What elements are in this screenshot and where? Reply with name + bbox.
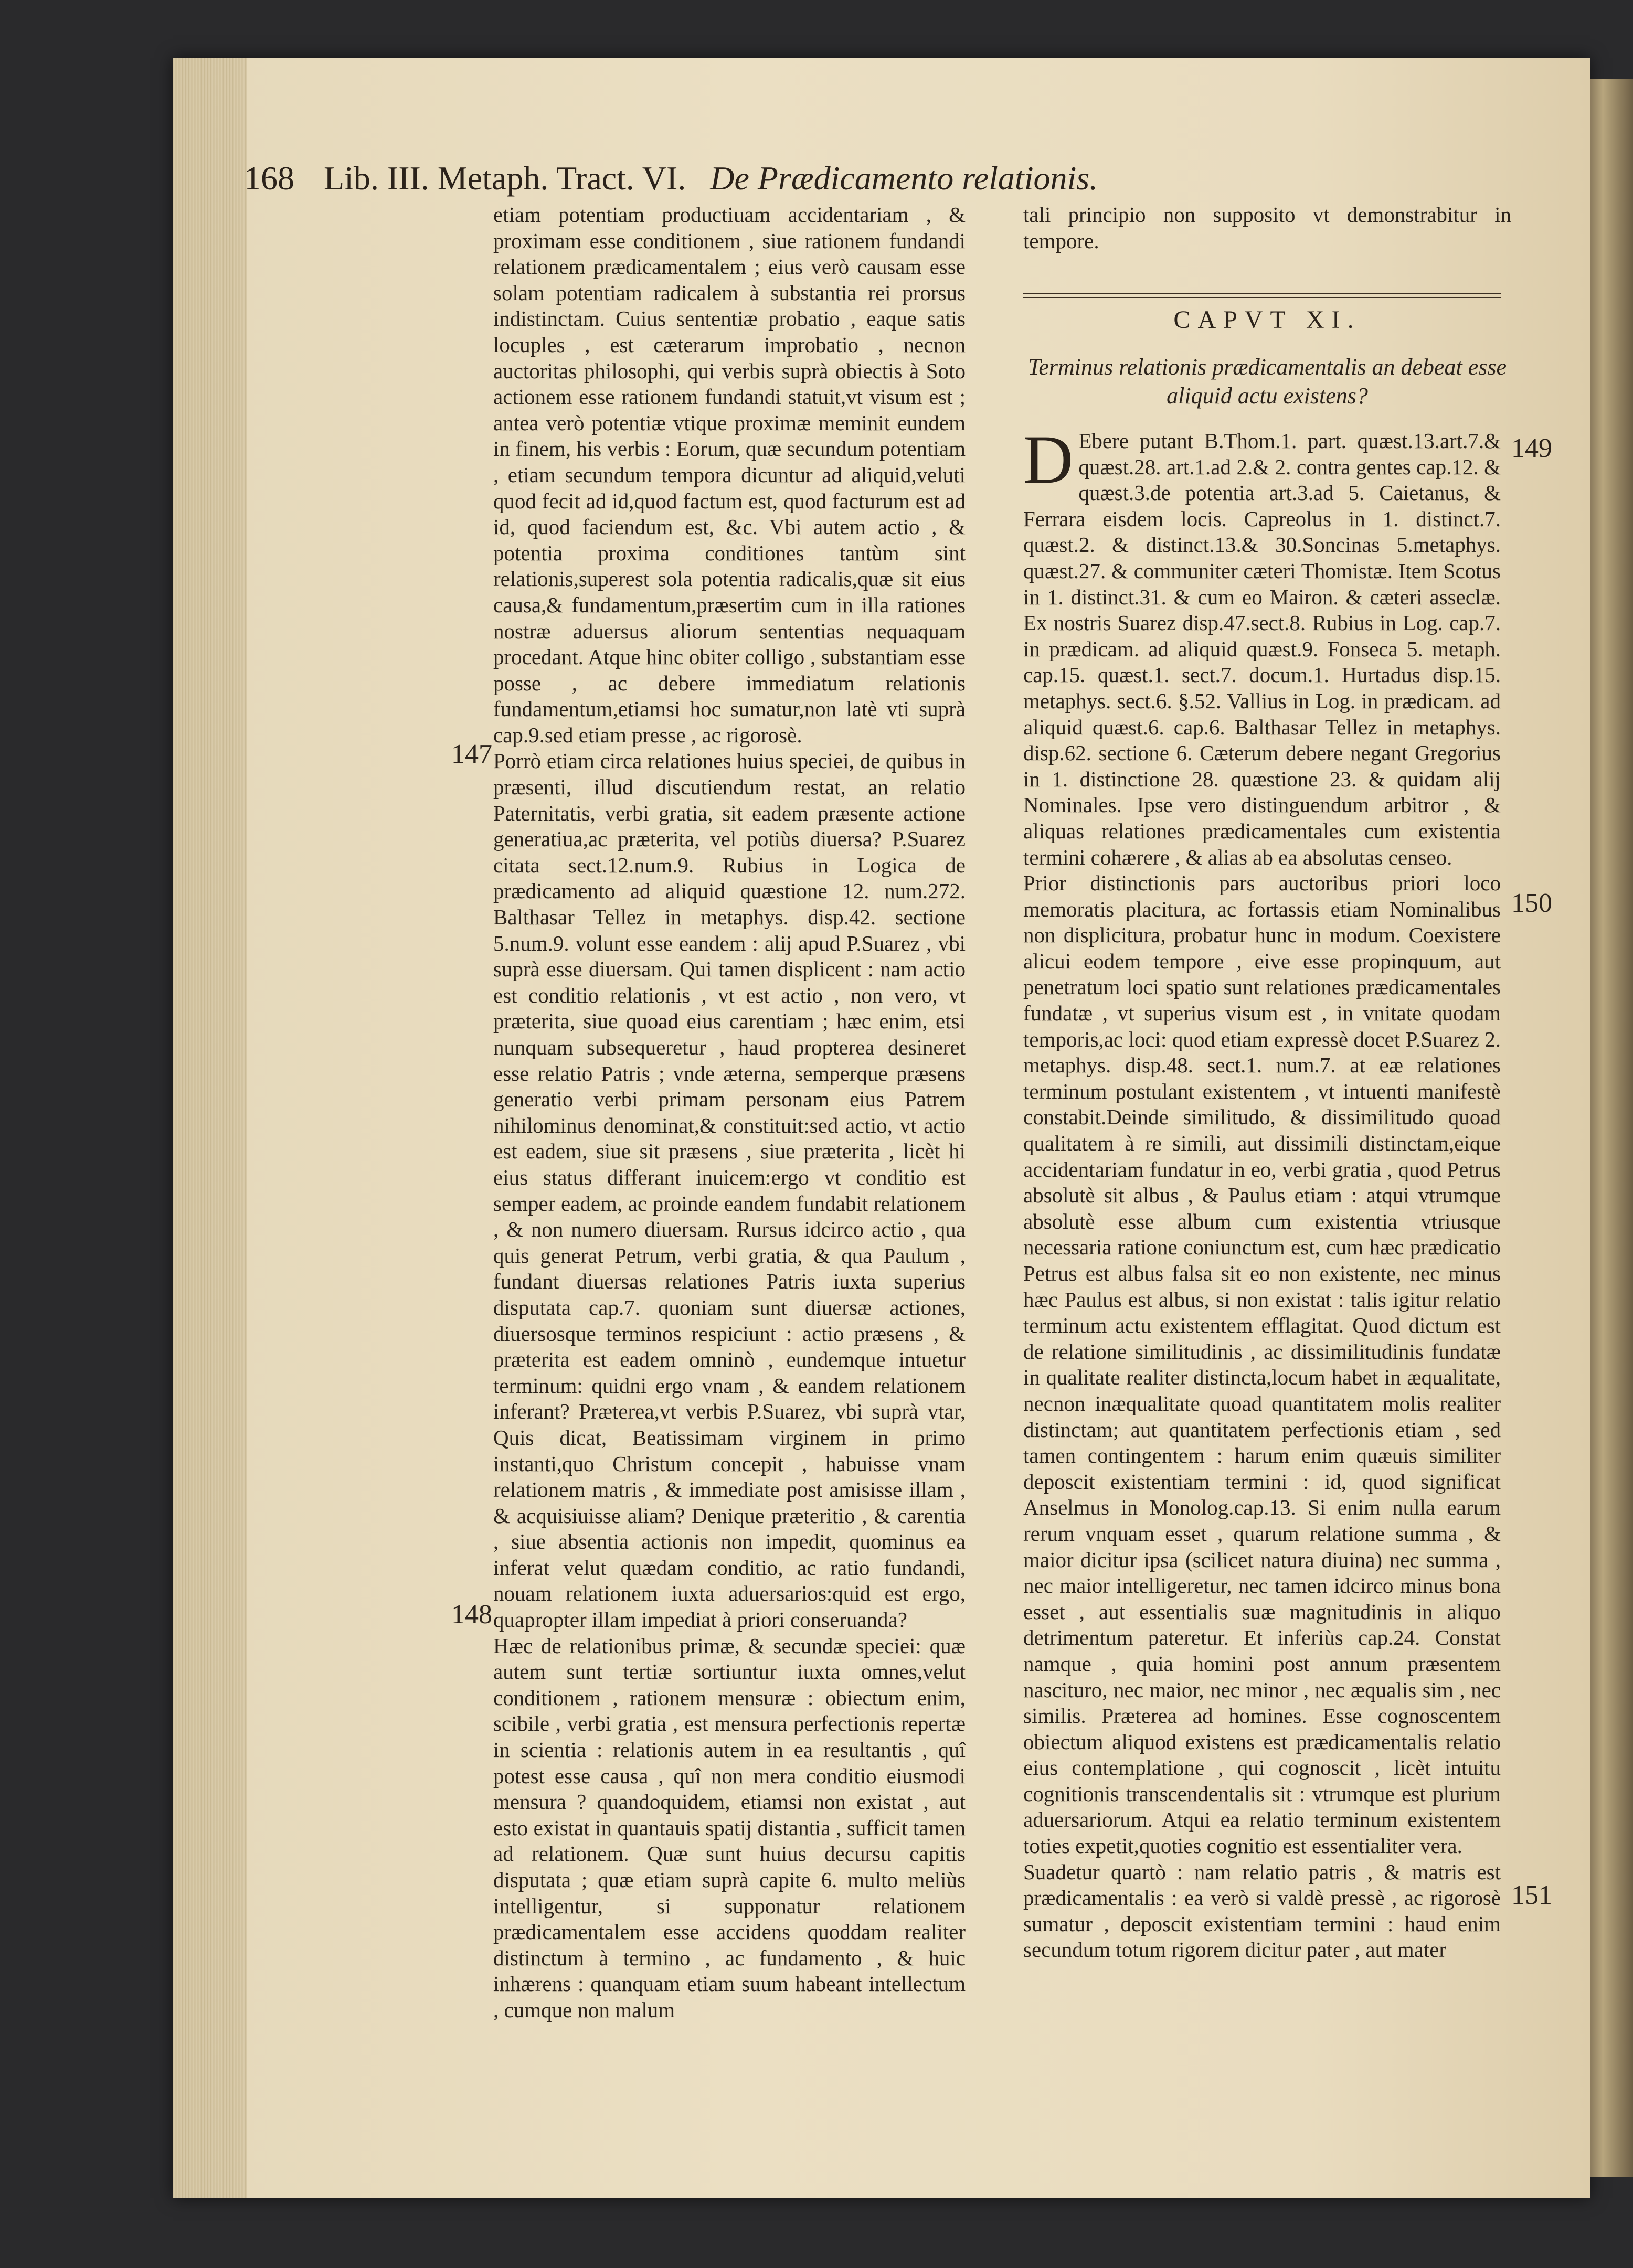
facing-page-edge <box>1590 79 1633 2177</box>
margin-number-150: 150 <box>1511 888 1552 918</box>
running-title: Lib. III. Metaph. Tract. VI. <box>324 159 686 197</box>
right-column-text: Ebere putant B.Thom.1. part. quæst.13.art.7.& quæst.28. art.1.ad 2.& 2. contra gentes cap.12. & quæst.3.de potentia art.3.ad 5. Caietanus, & Ferrara eisdem locis. Capreolus in 1. distinct.7. quæst.2. & distinct.13.& 30.Soncinas 5.metaphys. quæst.27. & communiter cæteri Thomistæ. Item Scotus in 1. distinct.31. & cum eo Mairon. & cæteri asseclæ. Ex nostris Suarez disp.47.sect.8. Rubius in Log. cap.7. in prædicam. ad aliquid quæst.9. Fonseca 5. metaph. cap.15. quæst.1. sect.7. docum.1. Hurtadus disp.15. metaphys. sect.6. §.52. Vallius in Log. in prædicam. ad aliquid quæst.6. cap.6. Balthasar Tellez in metaphys. disp.62. sectione 6. Cæterum debere negant Gregorius in 1. distinctione 28. quæstione 23. & quidam alij Nominales. Ipse vero distinguendum arbitror , & aliquas relationes prædicamentales cum existentia termini cohærere , & alias ab ea absolutas censeo. Prior distinctionis pars auctoribus priori loco memoratis placitura, ac fortassis etiam Nominalibus non displicitura, probatur hunc in modum. Coexistere alicui eodem tempore , eive esse propinquum, aut penetratum loci spatio sunt relationes prædicamentales fundatæ , vt superius visum est , in vnitate quodam temporis,ac loci: quod etiam expressè docet P.Suarez 2. metaphys. disp.48. sect.1. num.7. at eæ relationes terminum postulant existentem , vt intuenti manifestè constabit.Deinde similitudo, & dissimilitudo quoad qualitatem à re simili, aut dissimili distinctam,eique accidentariam fundatur in eo, verbi gratia , quod Petrus absolutè sit albus , & Paulus etiam : atqui vtrumque absolutè esse album cum existentia vtriusque necessaria ratione coniunctum est, cum hæc prædicatio Petrus est albus falsa sit eo non existente, nec minus hæc Paulus est albus, si non existat : talis igitur relatio terminum actu existentem efflagitat. Quod dictum est de relatione similitudinis , ac dissimilitudinis fundatæ in qualitate realiter distincta,locum habet in æqualitate, necnon inæqualitate quoad quantitatem molis realiter distinctam; aut quantitatem perfectionis etiam , sed tamen contingentem : harum enim quæuis similiter deposcit existentiam termini : id, quod significat Anselmus in Monolog.cap.13. Si enim nulla earum rerum vnquam esset , quarum relatione summa , & maior dicitur ipsa (scilicet natura diuina) nec summa , nec maior intelligeretur, nec tamen idcirco minus bona esset , aut essentialis suæ magnitudinis in aliquo detrimentum pateretur. Et inferiùs cap.24. Constat namque , quia homini post annum præsentem nascituro, nec maior, nec minor , nec æqualis sim , nec similis. Præterea ad homines. Esse cognoscentem obiectum aliquod existens est prædicamentalis relatio eius contemplatione , qui cognoscit , licèt intuitu cognitionis transcendentalis sit : vtrumque est plurium aduersariorum. Atqui ea relatio terminum existentem toties expetit,quoties cognitio est essentialiter vera. Suadetur quartò : nam relatio patris , & matris est prædicamentalis : ea verò si valdè pressè , ac rigorosè sumatur , deposcit existentiam termini : haud enim secundum totum rigorem dicitur pater , aut mater <box>1023 429 1501 1962</box>
page-fore-edge <box>173 58 247 2198</box>
drop-capital: D <box>1023 421 1074 498</box>
margin-number-147: 147 <box>451 739 492 769</box>
chapter-heading: CAPVT XI. <box>1173 306 1361 334</box>
chapter-question: Terminus relationis prædicamentalis an debeat esse aliquid actu existens? <box>1027 354 1507 409</box>
margin-number-149: 149 <box>1511 433 1552 463</box>
margin-number-151: 151 <box>1511 1880 1552 1910</box>
running-subject: De Prædicamento relationis. <box>710 159 1098 197</box>
page-number: 168 <box>244 159 294 197</box>
right-column-top-text: tali principio non supposito vt demonstrabitur in tempore. <box>1023 203 1511 253</box>
margin-number-148: 148 <box>451 1600 492 1630</box>
running-header <box>244 157 1398 199</box>
left-column-text: etiam potentiam productiuam accidentariam , & proximam esse conditionem , siue rationem fundandi relationem prædicamentalem ; eius verò causam esse solam potentiam radicalem à substantia rei prorsus indistinctam. Cuius sententiæ probatio , eaque satis locuples , est cæterarum improbatio , necnon auctoritas philosophi, qui verbis suprà obiectis à Soto actionem esse rationem fundandi statuit,vt visum est ; antea verò potentiæ vtique proximæ meminit eundem in finem, his verbis : Eorum, quæ secundum potentiam , etiam secundum tempora dicuntur ad aliquid,veluti quod fecit ad id,quod factum est, quod facturum est ad id, quod faciendum est, &c. Vbi autem actio , & potentia proxima conditiones tantùm sint relationis,superest sola potentia radicalis,quæ sit eius causa,& fundamentum,præsertim cum in illa rationes nostræ aduersus aliorum sententias nequaquam procedant. Atque hinc obiter colligo , substantiam esse posse , ac debere immediatum relationis fundamentum,etiamsi hoc sumatur,non latè vti suprà cap.9.sed etiam presse , ac rigorosè. Porrò etiam circa relationes huius speciei, de quibus in præsenti, illud discutiendum restat, an relatio Paternitatis, verbi gratia, sit eadem præsente actione generatiua,ac præterita, vel potiùs diuersa? P.Suarez citata sect.12.num.9. Rubius in Logica de prædicamento ad aliquid quæstione 12. num.272. Balthasar Tellez in metaphys. disp.42. sectione 5.num.9. volunt esse eandem : alij apud P.Suarez , vbi suprà esse diuersam. Qui tamen displicent : nam actio est conditio relationis , vt est actio , non vero, vt præterita, siue quoad eius carentiam ; hæc enim, etsi nunquam subsequeretur , haud propterea desineret esse relatio Patris ; vnde æterna, semperque præsens generatio verbi primam personam eius Patrem nihilominus denominat,& constituit:sed actio, vt actio est eadem, siue sit præsens , siue præterita , licèt hi eius status differant inuicem:ergo vt conditio est semper eadem, ac proinde eandem fundabit relationem , & non numero diuersam. Rursus idcirco actio , qua quis generat Petrum, verbi gratia, & qua Paulum , fundant diuersas relationes Patris iuxta superius disputata cap.7. quoniam sunt diuersæ actiones, diuersosque terminos respiciunt : actio præsens , & præterita est eadem omninò , eundemque intuetur terminum: quidni ergo vnam , & eandem relationem inferant? Præterea,vt verbis P.Suarez, vbi suprà vtar, Quis dicat, Beatissimam virginem in primo instanti,quo Christum concepit , habuisse vnam relationem matris , & immediate post amisisse illam , & acquisiuisse aliam? Denique præteritio , & carentia , siue absentia actionis non impedit, quominus ea inferat velut quædam conditio, ac ratio fundandi, nouam relationem iuxta aduersarios:quid est ergo, quapropter illam impediat à priori conseruanda? Hæc de relationibus primæ, & secundæ speciei: quæ autem sunt tertiæ sortiuntur iuxta omnes,velut conditionem , rationem mensuræ : obiectum enim, scibile , verbi gratia , est mensura perfectionis repertæ in scientia : relationis autem in ea resultantis , quî potest esse causa , quî non mera conditio eiusmodi mensura ? quandoquidem, etiamsi non existat , aut esto existat in quantauis spatij distantia , sufficit tamen ad relationem. Quæ sunt huius decursu capitis disputata ; quæ etiam suprà capite 6. multo meliùs intelligentur, si supponatur relationem prædicamentalem esse accidens quoddam realiter distinctum à termino , ac fundamento , & huic inhærens : quanquam etiam suum habeant intellectum , cumque non malum <box>493 203 966 2022</box>
section-rule <box>1023 293 1501 298</box>
right-column-body <box>1023 421 1501 2002</box>
